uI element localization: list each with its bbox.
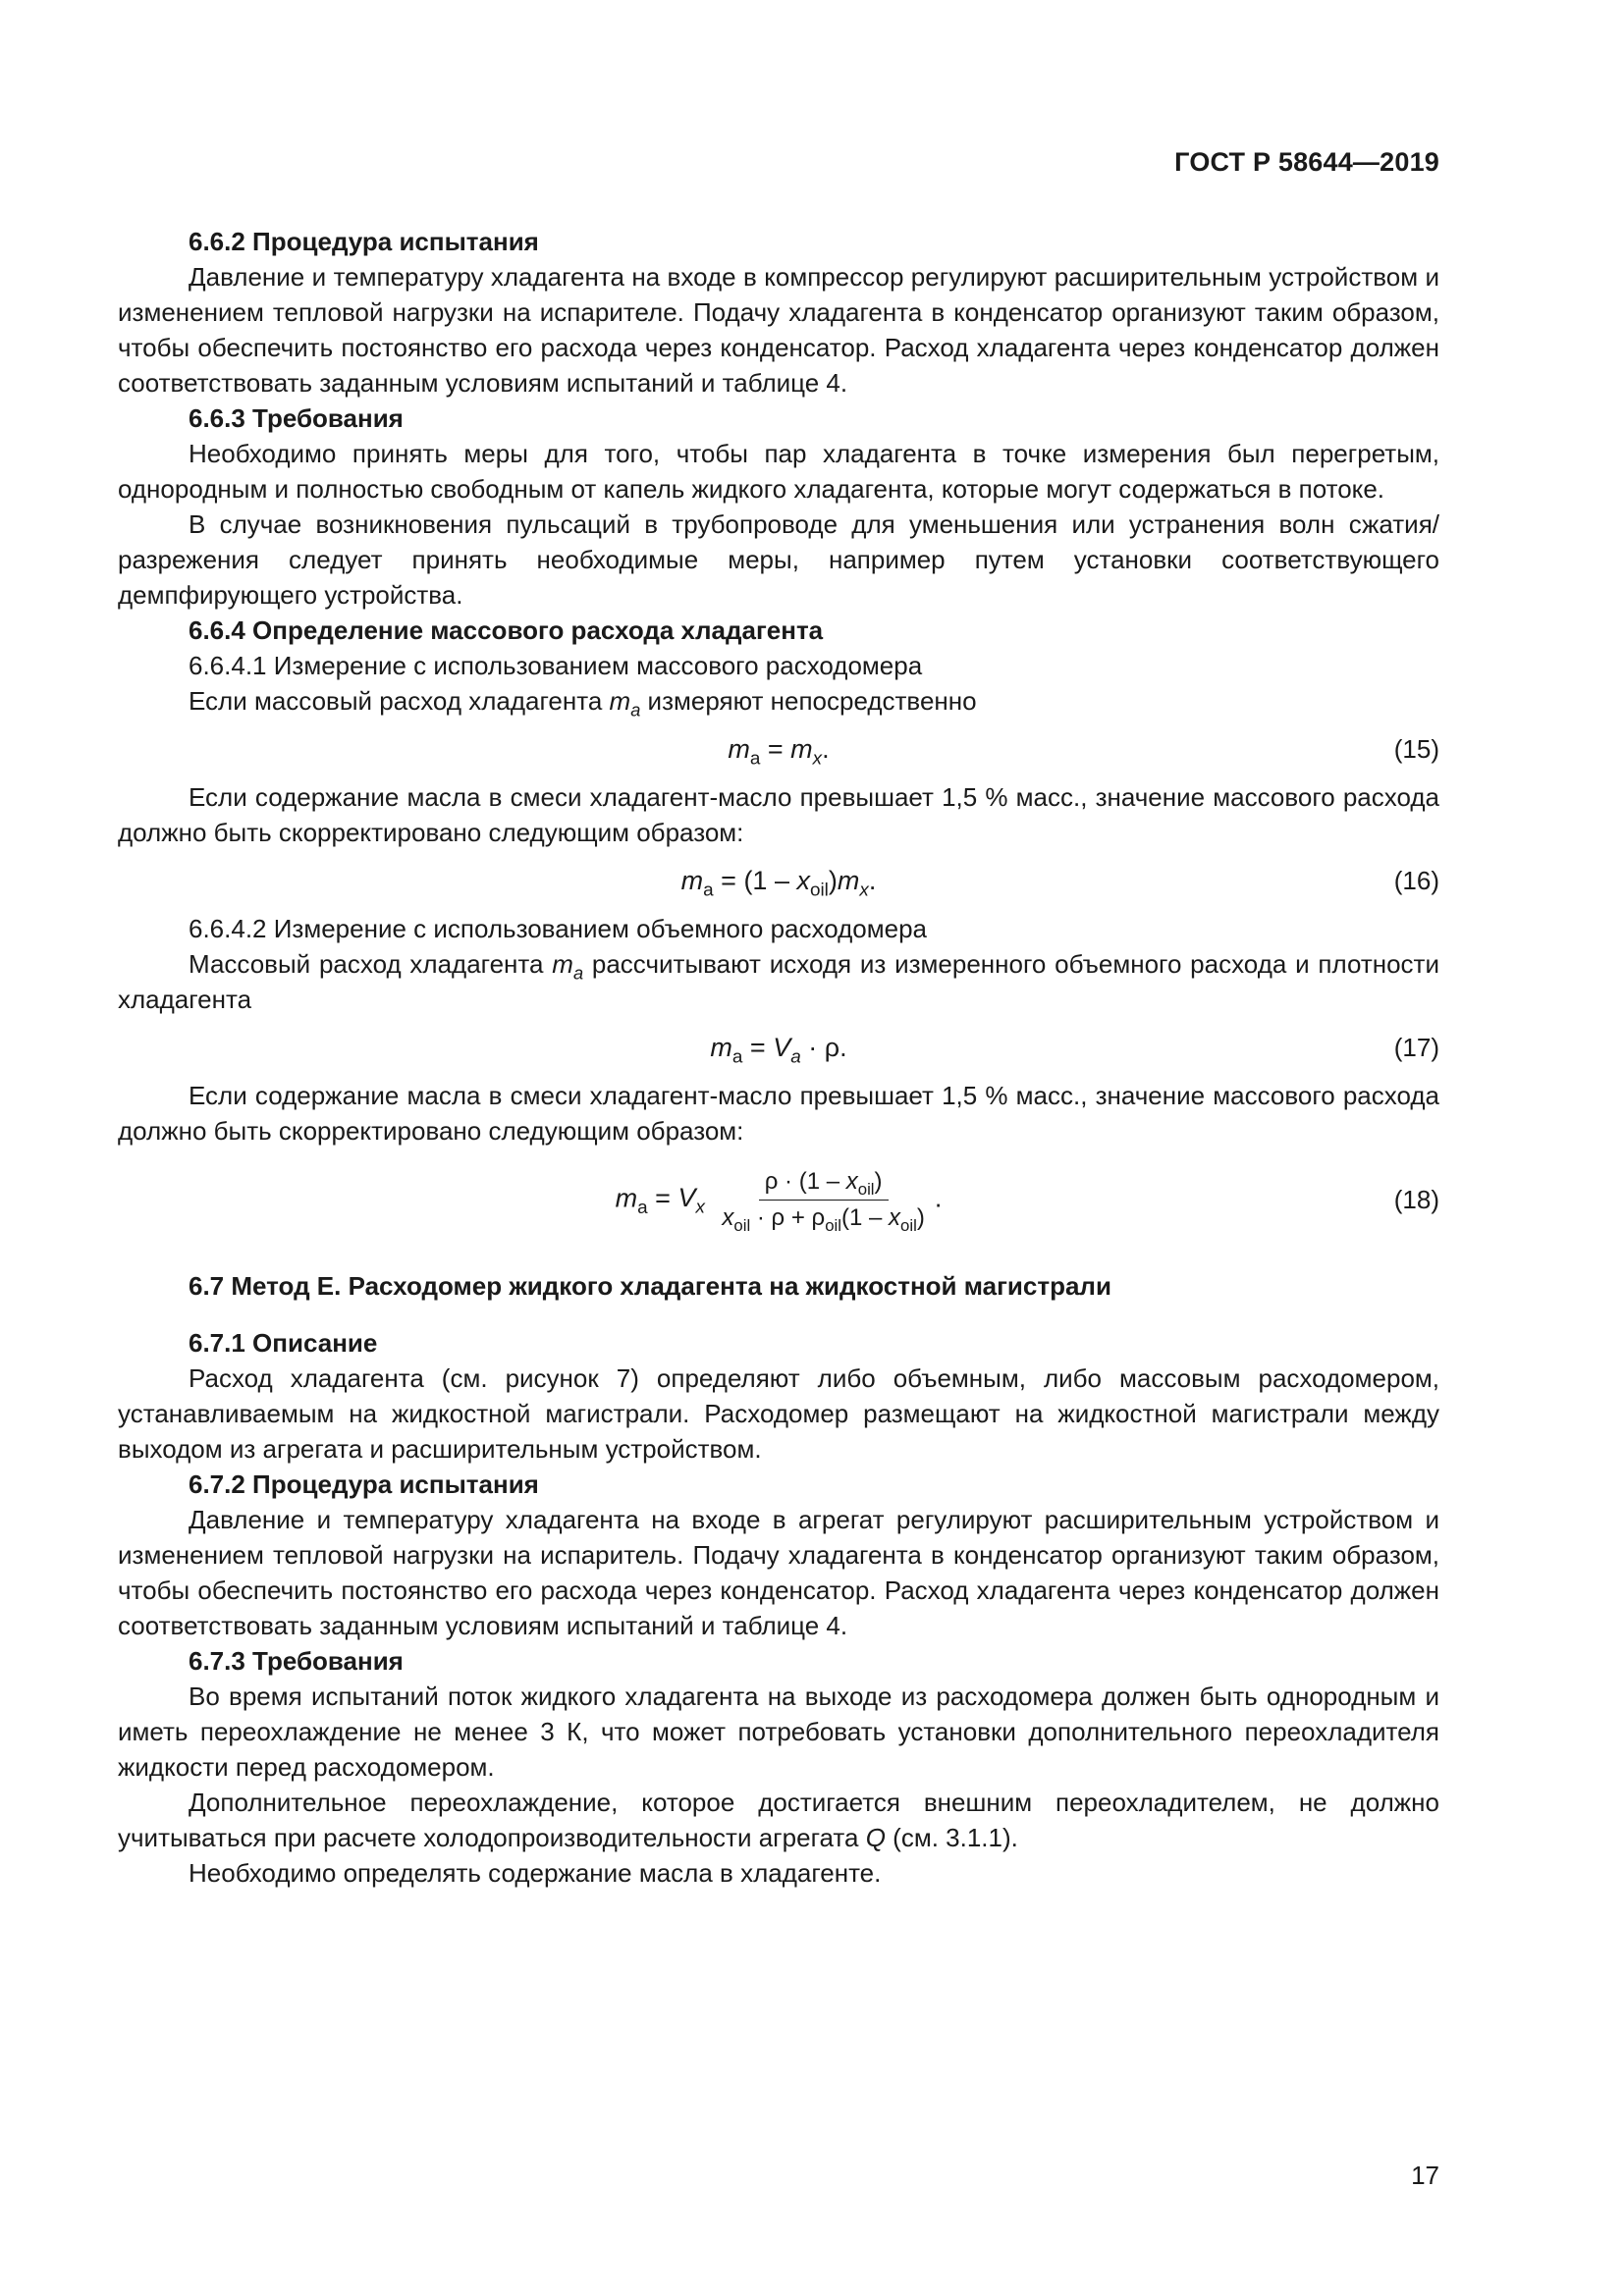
equation-16: $m_a = (1 - x_{oil})m_x$. (16) (118, 856, 1439, 905)
section-6-7-3-text-3: Необходимо определять содержание масла в хладагенте. (189, 1858, 882, 1888)
section-6-6-3-text-1: Необходимо принять меры для того, чтобы пар хладагента в точке измерения был перегретым, однородным и полностью свободным от капель жидкого хладагента, которые могут содержаться в потоке. (118, 439, 1439, 504)
section-6-6-3-title: 6.6.3 Требования (189, 403, 404, 433)
section-6-7-3-text-1: Во время испытаний поток жидкого хладагента на выходе из расходомера должен быть однородным и иметь переохлаждение не менее 3 К, что может потребовать установки дополнительного переохладителя жидкости перед расходомером. (118, 1682, 1439, 1782)
document-body (118, 224, 1439, 1891)
section-6-7-3-text-2: Дополнительное переохлаждение, которое достигается внешним переохладителем, не должно учитываться при расчете холодопроизводительности агрегата Q (см. 3.1.1). (118, 1788, 1439, 1852)
section-6-6-2-title: 6.6.2 Процедура испытания (189, 227, 539, 256)
section-6-6-3-text-2: В случае возникновения пульсаций в трубопроводе для уменьшения или устранения волн сжатия/разрежения следует принять необходимые меры, например путем установки соответствующего демпфирующего устройства. (118, 509, 1439, 610)
equation-17: $m_a = V_a \cdot \rho$. (17) (118, 1023, 1439, 1072)
equation-15: $m_a = m_x$. (15) (118, 724, 1439, 774)
equation-18: $m_a = V_x$ $\frac{\rho \cdot (1 - x_{oil})}{x_{oil} \cdot \rho + \rho_{oil}(1 - x_{oil})}$ . (18) (615, 1167, 1439, 1235)
section-6-6-4-2-text: Массовый расход хладагента $m_a$ рассчитывают исходя из измеренного объемного расхода и плотности хладагента (118, 949, 1439, 1014)
section-6-7-title: 6.7 Метод Е. Расходомер жидкого хладагента на жидкостной магистрали (189, 1271, 1111, 1301)
section-6-7-1-title: 6.7.1 Описание (189, 1328, 378, 1358)
section-6-6-2-text: Давление и температуру хладагента на входе в компрессор регулируют расширительным устройством и изменением тепловой нагрузки на испарителе. Подачу хладагента в конденсатор организуют таким образом, чтобы обеспечить постоянство его расхода через конденсатор. Расход хладагента через конденсатор должен соответствовать заданным условиям испытаний и таблице 4. (118, 262, 1439, 398)
oil-correction-text-2: Если содержание масла в смеси хладагент-масло превышает 1,5 % масс., значение массового расхода должно быть скорректировано следующим образом: (118, 1081, 1439, 1146)
oil-correction-text-1: Если содержание масла в смеси хладагент-масло превышает 1,5 % масс., значение массового расхода должно быть скорректировано следующим образом: (118, 782, 1439, 847)
equation-18-fraction: $\frac{\rho \cdot (1 - x_{oil})}{x_{oil} \cdot \rho + \rho_{oil}(1 - x_{oil})}$ (722, 1167, 925, 1235)
section-6-6-4-1-text: Если массовый расход хладагента $m_a$ измеряют непосредственно (189, 686, 977, 721)
page-number: 17 (1411, 2161, 1439, 2190)
section-6-7-2-title: 6.7.2 Процедура испытания (189, 1469, 539, 1499)
document-header: ГОСТ Р 58644—2019 (1174, 147, 1439, 177)
section-6-7-1-text: Расход хладагента (см. рисунок 7) определяют либо объемным, либо массовым расходомером, устанавливаемым на жидкостной магистрали. Расходомер размещают на жидкостной магистрали между выходом из агрегата и расширительным устройством. (118, 1363, 1439, 1464)
section-6-6-4-title: 6.6.4 Определение массового расхода хладагента (189, 615, 824, 645)
equation-17-number: (17) (1393, 1033, 1439, 1062)
equation-18-number: (18) (1393, 1185, 1439, 1214)
section-6-6-4-2-title: 6.6.4.2 Измерение с использованием объемного расходомера (189, 914, 927, 943)
equation-16-number: (16) (1393, 866, 1439, 895)
section-6-7-2-text: Давление и температуру хладагента на входе в агрегат регулируют расширительным устройством и изменением тепловой нагрузки на испаритель. Подачу хладагента в конденсатор организуют таким образом, чтобы обеспечить постоянство его расхода через конденсатор. Расход хладагента через конденсатор должен соответствовать заданным условиям испытаний и таблице 4. (118, 1505, 1439, 1640)
equation-15-number: (15) (1393, 734, 1439, 764)
section-6-6-4-1-title: 6.6.4.1 Измерение с использованием массового расходомера (189, 651, 923, 680)
section-6-7-3-title: 6.7.3 Требования (189, 1646, 404, 1676)
